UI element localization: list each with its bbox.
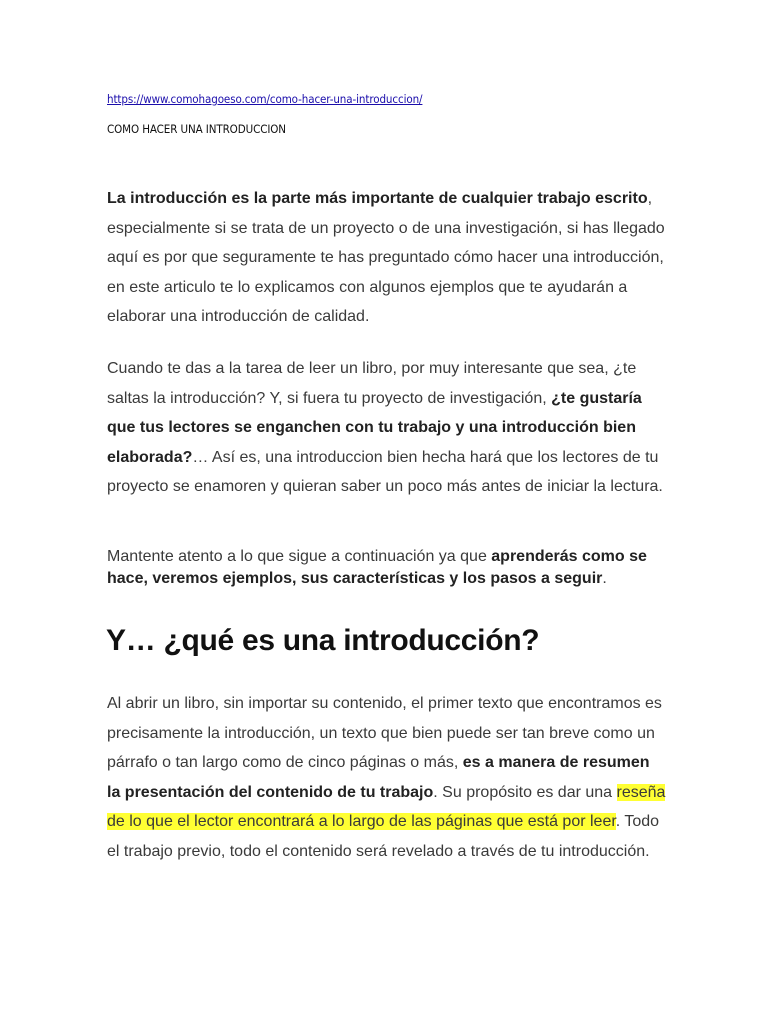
highlighted-text: reseña de lo que el lector encontrará a lo largo de las páginas que está por leer (107, 783, 666, 831)
paragraph-4-text-end: . Todo el trabajo previo, todo el contenido será revelado a través de tu introducción. (107, 813, 660, 860)
section-heading: Y… ¿qué es una introducción? (106, 624, 540, 657)
paragraph-4-text-mid: . Su propósito es dar una (433, 783, 617, 801)
paragraph-2-text-end: … Así es, una introduccion bien hecha hará que los lectores de tu proyecto se enamoren y quieran saber un poco más antes de iniciar la lectura. (107, 448, 663, 496)
paragraph-3-text-start: Mantente atento a lo que sigue a continuación ya que (107, 548, 492, 565)
paragraph-3-bold-text: aprenderás como se hace, veremos ejemplos, sus características y los pasos a seguir (107, 548, 647, 587)
paragraph-3-text-end: . (602, 570, 607, 587)
intro-paragraph-3 (107, 546, 667, 590)
paragraph-4-text-start: Al abrir un libro, sin importar su contenido, el primer texto que encontramos es precisamente la introducción, un texto que bien puede ser tan breve como un párrafo o tan largo como de cinco páginas o más, (107, 695, 662, 772)
paragraph-2-text-start: Cuando te das a la tarea de leer un libro, por muy interesante que sea, ¿te saltas la introducción? Y, si fuera tu proyecto de investigación, (107, 360, 637, 407)
paragraph-4-bold-text: es a manera de resumen la presentación del contenido de tu trabajo (107, 754, 650, 801)
document-title: COMO HACER UNA INTRODUCCION (107, 122, 286, 136)
definition-paragraph (107, 689, 667, 867)
bold-lead-text: La introducción es la parte más importante de cualquier trabajo escrito (107, 190, 648, 207)
intro-paragraph-2 (107, 354, 667, 502)
paragraph-1-text: , especialmente si se trata de un proyecto o de una investigación, si has llegado aquí es por que seguramente te has preguntado cómo hacer una introducción, en este articulo te lo explicamos con algunos ejemplos que te ayudarán a elaborar una introducción de calidad. (107, 190, 665, 326)
source-url-link[interactable]: https://www.comohagoeso.com/como-hacer-una-introduccion/ (107, 92, 423, 106)
intro-paragraph-1 (107, 184, 667, 332)
bold-question-text: ¿te gustaría que tus lectores se enganchen con tu trabajo y una introducción bien elaborada? (107, 389, 642, 466)
